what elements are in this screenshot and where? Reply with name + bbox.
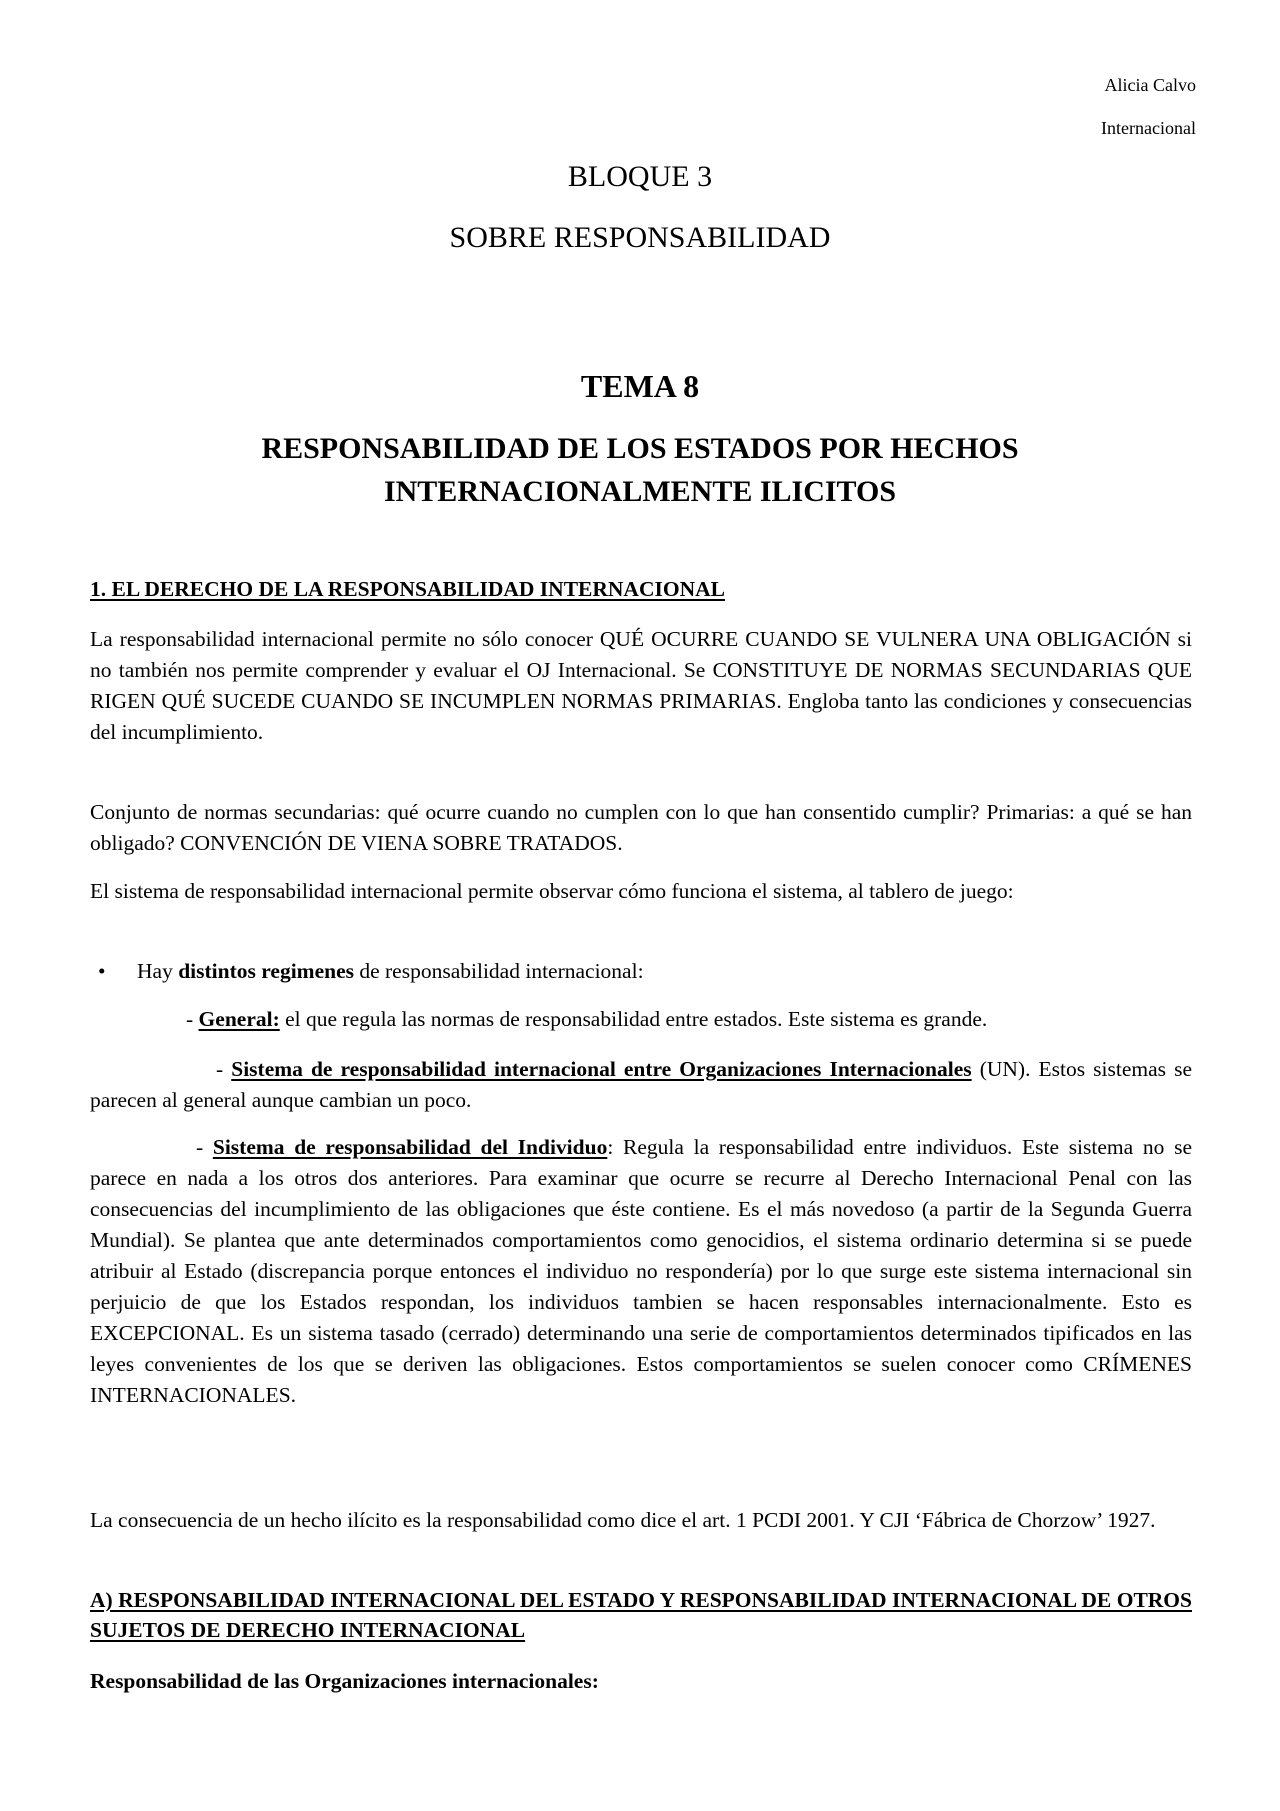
paragraph-system: El sistema de responsabilidad internacional permite observar cómo funciona el sistema, al tablero de juego: [90,879,1014,903]
subheading-organizations: Responsabilidad de las Organizaciones internacionales: [90,1669,599,1693]
paragraph-norms: Conjunto de normas secundarias: qué ocurre cuando no cumplen con lo que han consentido cumplir? Primarias: a qué se han obligado? CONVENCIÓN DE VIENA SOBRE TRATADOS. [90,800,1192,855]
paragraph-consequence: La consecuencia de un hecho ilícito es la responsabilidad como dice el art. 1 PCDI 2001. Y CJI ‘Fábrica de Chorzow’ 1927. [90,1508,1156,1532]
regime-general-text [186,1004,987,1035]
block-subtitle: SOBRE RESPONSABILIDAD [449,221,831,254]
regime-general-desc: el que regula las normas de responsabilidad entre estados. Este sistema es grande. [279,1007,988,1031]
regime-organizations [90,1054,1192,1116]
block-title: BLOQUE 3 [567,160,713,193]
section-1-heading: 1. EL DERECHO DE LA RESPONSABILIDAD INTERNACIONAL [90,577,725,601]
bullet-text [137,956,644,987]
regime-org-dash: - [216,1057,232,1081]
bullet-bold: distintos regimenes [178,959,354,983]
regime-general-dash: - [186,1007,199,1031]
topic-title: RESPONSABILIDAD DE LOS ESTADOS POR HECHOS INTERNACIONALMENTE ILICITOS [261,432,1019,508]
paragraph-intro: La responsabilidad internacional permite no sólo conocer QUÉ OCURRE CUANDO SE VULNERA UNA OBLIGACIÓN si no también nos permite comprender y evaluar el OJ Internacional. Se CONSTITUYE DE NORMAS SECUNDARIAS QUE RIGEN QUÉ SUCEDE CUANDO SE INCUMPLEN NORMAS PRIMARIAS. Engloba tanto las condiciones y consecuencias del incumplimiento. [90,627,1192,744]
regime-ind-label: Sistema de responsabilidad del Individuo [212,1135,608,1159]
topic-number: TEMA 8 [580,368,700,404]
regime-ind-dash: - [196,1135,213,1159]
bullet-post: de responsabilidad internacional: [353,959,644,983]
regime-general-label: General: [198,1007,280,1031]
bullet-icon: • [98,959,106,983]
regime-individual [90,1132,1192,1411]
regime-org-desc: (UN). Estos sistemas se parecen al general aunque cambian un poco. [90,1057,1192,1112]
regime-org-label: Sistema de responsabilidad internacional entre Organizaciones Internacionales [231,1057,972,1081]
regime-ind-desc: : Regula la responsabilidad entre individuos. Este sistema no se parece en nada a los otros dos anteriores. Para examinar que ocurre se recurre al Derecho Internacional Penal con las consecuencias del incumplimiento de las obligaciones que éste contiene. Es el más novedoso (a partir de la Segunda Guerra Mundial). Se plantea que ante determinados comportamientos como genocidios, el sistema ordinario determina si se puede atribuir al Estado (discrepancia porque entonces el individuo no respondería) por lo que surge este sistema internacional sin perjuicio de que los Estados respondan, los individuos tambien se hacen responsables internacionalmente. Esto es EXCEPCIONAL. Es un sistema tasado (cerrado) determinando una serie de comportamientos determinados tipificados en las leyes convenientes de los que se deriven las obligaciones. Estos comportamientos se suelen conocer como CRÍMENES INTERNACIONALES. [90,1135,1192,1407]
header-subject: Internacional [1101,118,1196,138]
bullet-pre: Hay [137,959,179,983]
header-author: Alicia Calvo [1104,75,1196,95]
section-a-heading: A) RESPONSABILIDAD INTERNACIONAL DEL ESTADO Y RESPONSABILIDAD INTERNACIONAL DE OTROS SUJETOS DE DERECHO INTERNACIONAL [90,1588,1192,1642]
